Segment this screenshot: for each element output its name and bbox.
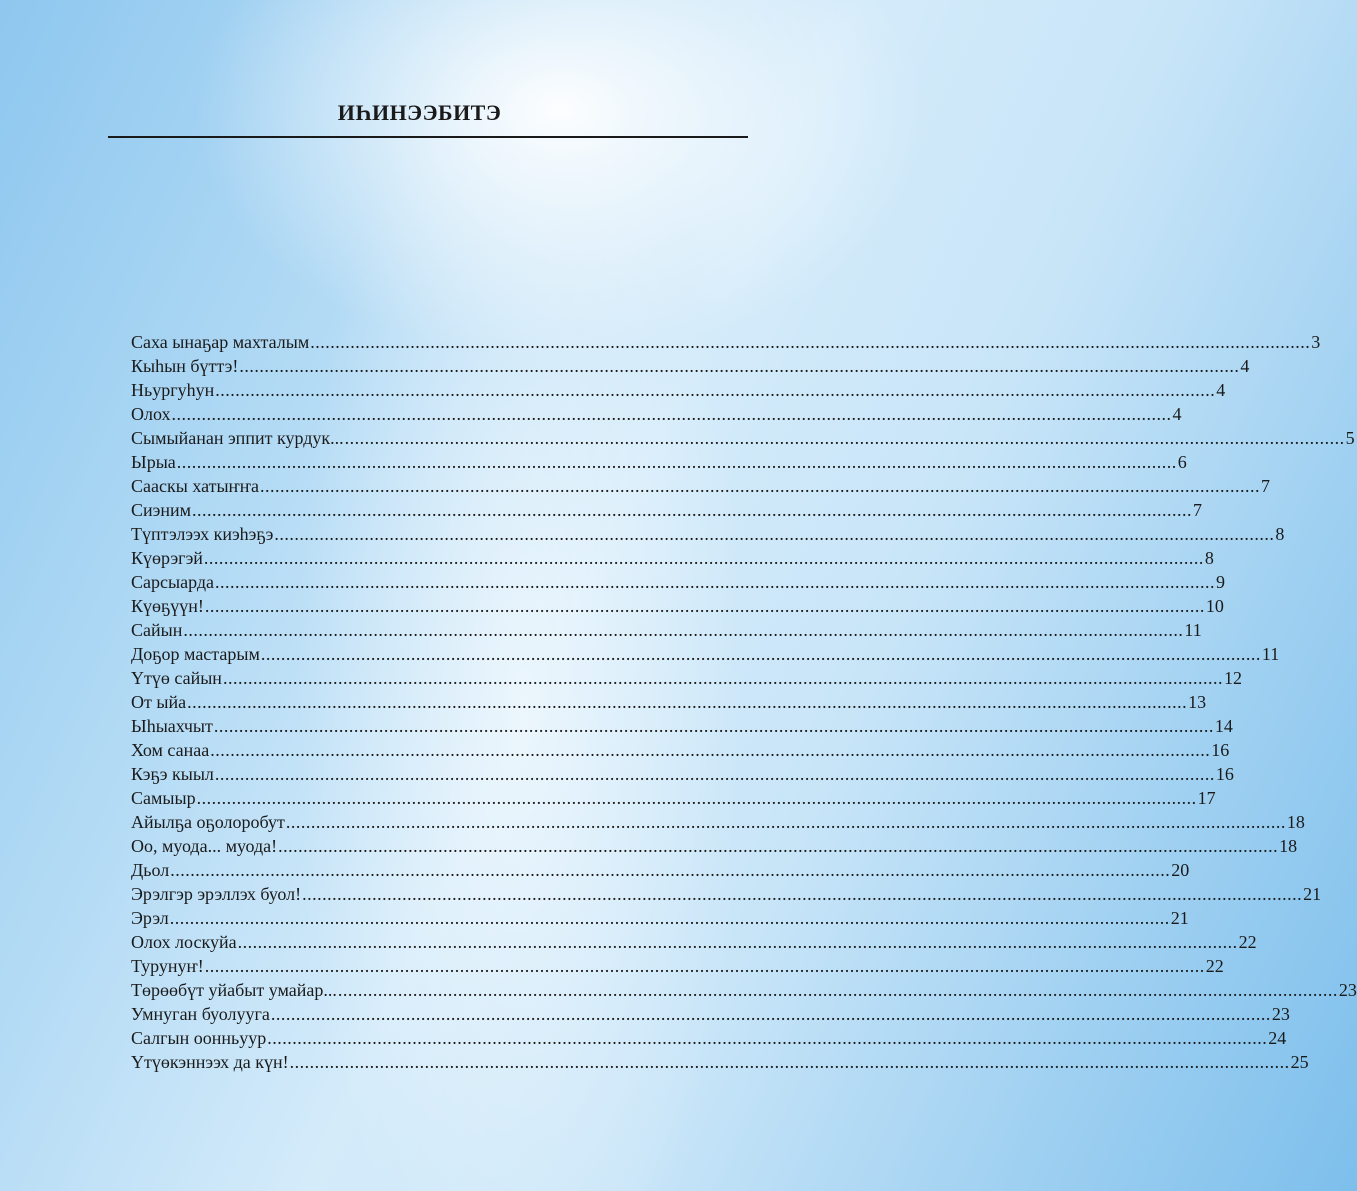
toc-leader-dots: ........................................................................................................................................................................................................ <box>171 404 1172 424</box>
toc-item-page: 17 <box>1197 788 1216 808</box>
toc-leader-dots: ........................................................................................................................................................................................................ <box>289 1052 1290 1072</box>
toc-item-page: 8 <box>1204 548 1214 568</box>
toc-item[interactable] <box>131 666 1242 690</box>
toc-leader-dots: ........................................................................................................................................................................................................ <box>267 1028 1268 1048</box>
toc-item-page: 5 <box>1345 428 1355 448</box>
toc-item-title: Дьол <box>131 860 170 880</box>
toc-leader-dots: ........................................................................................................................................................................................................ <box>204 956 1205 976</box>
toc-item-page: 4 <box>1172 404 1182 424</box>
toc-item[interactable] <box>131 450 1187 474</box>
toc-item[interactable] <box>131 330 1321 354</box>
toc-item-page: 6 <box>1177 452 1187 472</box>
toc-leader-dots: ........................................................................................................................................................................................................ <box>237 932 1238 952</box>
toc-item-page: 22 <box>1205 956 1224 976</box>
table-of-contents <box>131 330 1357 1074</box>
toc-leader-dots: ........................................................................................................................................................................................................ <box>183 620 1184 640</box>
toc-leader-dots: ........................................................................................................................................................................................................ <box>170 860 1171 880</box>
toc-item-page: 16 <box>1215 764 1234 784</box>
toc-item-title: Самыыр <box>131 788 196 808</box>
toc-item-page: 11 <box>1261 644 1280 664</box>
toc-item-title: Доҕор мастарым <box>131 644 260 664</box>
toc-leader-dots: ........................................................................................................................................................................................................ <box>259 476 1260 496</box>
toc-item-page: 20 <box>1171 860 1190 880</box>
toc-item[interactable] <box>131 378 1226 402</box>
toc-item[interactable] <box>131 714 1233 738</box>
toc-item-title: Эрэлгэр эрэллэх буол! <box>131 884 302 904</box>
toc-item-page: 11 <box>1184 620 1202 640</box>
toc-item-title: Ыһыахчыт <box>131 716 213 736</box>
toc-leader-dots: ........................................................................................................................................................................................................ <box>278 836 1279 856</box>
toc-item[interactable] <box>131 546 1214 570</box>
toc-item[interactable] <box>131 810 1305 834</box>
toc-item[interactable] <box>131 1026 1287 1050</box>
toc-leader-dots: ........................................................................................................................................................................................................ <box>204 596 1205 616</box>
toc-item[interactable] <box>131 930 1257 954</box>
toc-item[interactable] <box>131 594 1224 618</box>
toc-item-title: Сиэним <box>131 500 192 520</box>
toc-item[interactable] <box>131 618 1202 642</box>
toc-leader-dots: ........................................................................................................................................................................................................ <box>196 788 1197 808</box>
toc-item[interactable] <box>131 906 1189 930</box>
toc-item-page: 14 <box>1214 716 1233 736</box>
toc-item-title: Сарсыарда <box>131 572 214 592</box>
toc-item-page: 23 <box>1338 980 1357 1000</box>
toc-item-title: Эрэл <box>131 908 169 928</box>
toc-item-page: 7 <box>1260 476 1270 496</box>
toc-item[interactable] <box>131 570 1225 594</box>
toc-item-page: 4 <box>1216 380 1226 400</box>
toc-item[interactable] <box>131 954 1224 978</box>
toc-leader-dots: ........................................................................................................................................................................................................ <box>274 524 1275 544</box>
toc-leader-dots: ........................................................................................................................................................................................................ <box>302 884 1303 904</box>
toc-item-page: 4 <box>1240 356 1250 376</box>
toc-item-page: 23 <box>1271 1004 1290 1024</box>
toc-item-page: 21 <box>1303 884 1322 904</box>
toc-item-page: 16 <box>1211 740 1230 760</box>
toc-item-page: 12 <box>1223 668 1242 688</box>
toc-item-title: Айылҕа оҕолоробут <box>131 812 285 832</box>
toc-item-page: 3 <box>1311 332 1321 352</box>
toc-item-title: Саха ынаҕар махталым <box>131 332 310 352</box>
toc-item-title: Олох лоскуйа <box>131 932 237 952</box>
toc-leader-dots: ........................................................................................................................................................................................................ <box>214 764 1215 784</box>
toc-leader-dots: ........................................................................................................................................................................................................ <box>222 668 1223 688</box>
toc-leader-dots: ........................................................................................................................................................................................................ <box>239 356 1240 376</box>
toc-item-page: 21 <box>1170 908 1189 928</box>
toc-item-title: Салгын оонньуур <box>131 1028 267 1048</box>
toc-leader-dots: ........................................................................................................................................................................................................ <box>344 428 1345 448</box>
toc-leader-dots: ........................................................................................................................................................................................................ <box>214 572 1215 592</box>
toc-item-title: Төрөөбүт уйабыт умайар... <box>131 980 337 1000</box>
toc-item[interactable] <box>131 978 1357 1002</box>
toc-item[interactable] <box>131 882 1322 906</box>
page-title: ИҺИНЭЭБИТЭ <box>337 100 502 125</box>
toc-item[interactable] <box>131 522 1285 546</box>
toc-leader-dots: ........................................................................................................................................................................................................ <box>176 452 1177 472</box>
toc-leader-dots: ........................................................................................................................................................................................................ <box>310 332 1311 352</box>
toc-leader-dots: ........................................................................................................................................................................................................ <box>213 716 1214 736</box>
toc-item[interactable] <box>131 426 1355 450</box>
toc-leader-dots: ........................................................................................................................................................................................................ <box>260 644 1261 664</box>
toc-item-title: Турунуҥ! <box>131 956 204 976</box>
toc-leader-dots: ........................................................................................................................................................................................................ <box>169 908 1170 928</box>
toc-item[interactable] <box>131 642 1280 666</box>
toc-item-page: 24 <box>1268 1028 1287 1048</box>
toc-item-title: Үтүө сайын <box>131 668 222 688</box>
toc-item-title: Кыһын бүттэ! <box>131 356 239 376</box>
toc-item-title: Үтүөкэннээх да күн! <box>131 1052 289 1072</box>
toc-leader-dots: ........................................................................................................................................................................................................ <box>270 1004 1271 1024</box>
toc-item-page: 9 <box>1215 572 1225 592</box>
toc-leader-dots: ........................................................................................................................................................................................................ <box>187 692 1188 712</box>
toc-item[interactable] <box>131 858 1190 882</box>
toc-item-title: Ырыа <box>131 452 176 472</box>
toc-item-title: Түптэлээх киэһэҕэ <box>131 524 274 544</box>
toc-item-page: 7 <box>1193 500 1203 520</box>
toc-item-title: Күөҕүүн! <box>131 596 204 616</box>
toc-item-title: Кэҕэ кыыл <box>131 764 214 784</box>
toc-item[interactable] <box>131 762 1234 786</box>
toc-item-page: 22 <box>1238 932 1257 952</box>
toc-item-title: Хом санаа <box>131 740 210 760</box>
title-underline <box>108 136 748 138</box>
toc-item-page: 18 <box>1279 836 1298 856</box>
toc-item[interactable] <box>131 1002 1290 1026</box>
toc-item-title: От ыйа <box>131 692 187 712</box>
toc-item-title: Сайын <box>131 620 183 640</box>
toc-item-title: Умнуган буолууга <box>131 1004 270 1024</box>
toc-item-page: 8 <box>1275 524 1285 544</box>
toc-leader-dots: ........................................................................................................................................................................................................ <box>337 980 1338 1000</box>
toc-item-title: Олох <box>131 404 171 424</box>
toc-item-title: Сымыйанан эппит курдук... <box>131 428 344 448</box>
toc-item[interactable] <box>131 474 1270 498</box>
toc-item[interactable] <box>131 690 1207 714</box>
toc-item[interactable] <box>131 354 1250 378</box>
toc-item-title: Оо, муода... муода! <box>131 836 278 856</box>
toc-leader-dots: ........................................................................................................................................................................................................ <box>203 548 1204 568</box>
toc-item-title: Сааскы хатыҥҥа <box>131 476 259 496</box>
toc-item[interactable] <box>131 498 1203 522</box>
toc-item[interactable] <box>131 402 1182 426</box>
toc-leader-dots: ........................................................................................................................................................................................................ <box>215 380 1216 400</box>
toc-item-page: 10 <box>1205 596 1224 616</box>
toc-item[interactable] <box>131 738 1230 762</box>
toc-leader-dots: ........................................................................................................................................................................................................ <box>210 740 1211 760</box>
toc-item-title: Ньургуһун <box>131 380 215 400</box>
toc-item[interactable] <box>131 834 1298 858</box>
toc-item-page: 18 <box>1286 812 1305 832</box>
toc-item[interactable] <box>131 786 1216 810</box>
toc-leader-dots: ........................................................................................................................................................................................................ <box>285 812 1286 832</box>
toc-item-page: 25 <box>1290 1052 1309 1072</box>
toc-item-title: Күөрэгэй <box>131 548 203 568</box>
toc-item[interactable] <box>131 1050 1309 1074</box>
toc-item-page: 13 <box>1188 692 1207 712</box>
toc-leader-dots: ........................................................................................................................................................................................................ <box>192 500 1193 520</box>
